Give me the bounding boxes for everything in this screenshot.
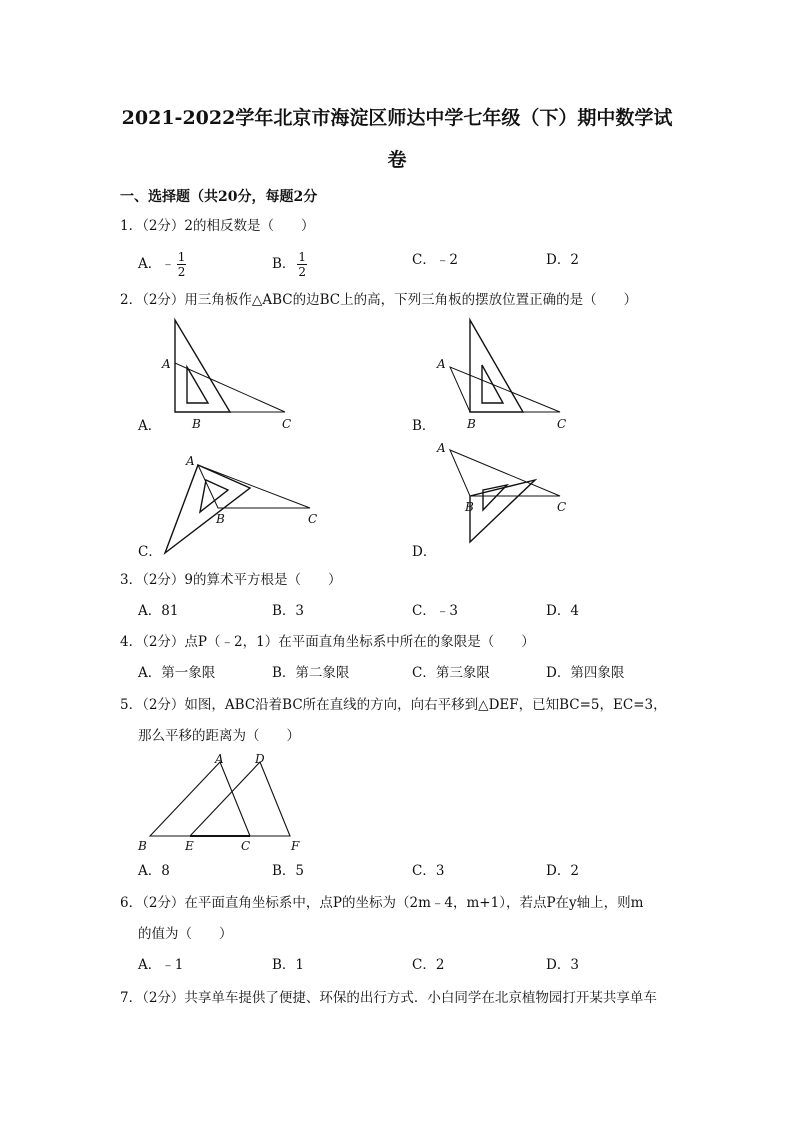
label-a: A: [215, 752, 224, 766]
section-heading: 一、选择题（共20分，每题2分: [120, 189, 318, 205]
label-b: B: [465, 500, 474, 514]
q1-option-b: B． $\frac{1}{2}$: [272, 250, 307, 279]
q1-option-c: C．﹣2: [412, 252, 458, 268]
label-b: B: [467, 417, 476, 431]
q2-option-c: C．: [138, 544, 162, 560]
q6-option-c: C．2: [412, 957, 445, 973]
question-number: 3．: [120, 572, 143, 588]
label-b: B: [138, 839, 147, 853]
q5-figure: [135, 752, 315, 852]
label-a: A: [162, 357, 171, 371]
question-text: （2分）9的算术平方根是（ ）: [142, 572, 342, 588]
set-square: [470, 320, 523, 412]
q3-option-a: A．81: [138, 603, 179, 619]
q2-figure-d: [425, 440, 605, 550]
q3-option-d: D．4: [546, 603, 579, 619]
q2-figure-c: [150, 450, 330, 560]
label-d: D: [255, 752, 265, 766]
question-1: [120, 216, 315, 236]
triangle-abc: [450, 450, 560, 496]
label-a: A: [437, 357, 446, 371]
label-c: C: [241, 839, 251, 853]
question-text: （2分）共享单车提供了便捷、环保的出行方式．小白同学在北京植物园打开某共享单车: [142, 990, 657, 1006]
q5-option-b: B．5: [272, 863, 305, 879]
q4-option-c: C．第三象限: [412, 665, 490, 681]
triangle-abc: [450, 367, 560, 412]
label-c: C: [308, 512, 318, 526]
q1-option-a: A．﹣ $\frac{1}{2}$: [138, 250, 186, 279]
label-c: C: [282, 417, 292, 431]
question-5-line2: 那么平移的距离为（ ）: [138, 728, 300, 744]
question-6-line2: 的值为（ ）: [138, 926, 233, 942]
set-square-inner: [483, 485, 507, 510]
question-4: [120, 632, 535, 652]
q2-option-d: D．: [412, 544, 437, 560]
q4-option-b: B．第二象限: [272, 665, 350, 681]
set-square-inner: [187, 367, 208, 403]
q4-option-d: D．第四象限: [546, 665, 625, 681]
question-7: [120, 988, 657, 1008]
label-a: A: [437, 441, 446, 455]
question-text: （2分）2的相反数是（ ）: [142, 218, 315, 234]
triangle-def: [190, 762, 290, 836]
triangle-abc: [198, 465, 310, 508]
q3-option-c: C．﹣3: [412, 603, 458, 619]
fraction: $\frac{1}{2}$: [177, 250, 186, 279]
set-square: [175, 320, 230, 412]
q3-option-b: B．3: [272, 603, 305, 619]
question-text: （2分）点P（﹣2，1）在平面直角坐标系中所在的象限是（ ）: [142, 634, 535, 650]
q6-option-b: B．1: [272, 957, 305, 973]
question-text: （2分）用三角板作△ABC的边BC上的高，下列三角板的摆放位置正确的是（ ）: [142, 292, 638, 308]
fraction: $\frac{1}{2}$: [298, 250, 307, 279]
label-a: A: [186, 454, 195, 468]
q2-option-a: A．: [138, 418, 162, 434]
q6-option-d: D．3: [546, 957, 579, 973]
question-6: [120, 893, 643, 913]
q2-option-b: B．: [412, 418, 436, 434]
question-text: （2分）在平面直角坐标系中，点P的坐标为（2m﹣4，m+1），若点P在y轴上，则m: [142, 895, 644, 911]
question-number: 5．: [120, 697, 143, 713]
set-square: [165, 465, 250, 553]
question-text: （2分）如图，ABC沿着BC所在直线的方向，向右平移到△DEF，已知BC=5，EC=3，: [142, 697, 667, 713]
exam-title-line1: 2021-2022学年北京市海淀区师达中学七年级（下）期中数学试: [121, 107, 673, 129]
triangle-abc: [175, 363, 285, 412]
q6-option-a: A．﹣1: [138, 957, 184, 973]
label-e: E: [185, 839, 194, 853]
question-3: [120, 570, 342, 590]
label-c: C: [557, 417, 567, 431]
q2-figure-a: [150, 315, 310, 435]
q5-option-a: A．8: [138, 863, 170, 879]
question-5: [120, 695, 667, 715]
q2-figure-b: [425, 315, 585, 435]
q5-option-c: C．3: [412, 863, 445, 879]
question-number: 6．: [120, 895, 143, 911]
label-f: F: [291, 839, 300, 853]
question-number: 2．: [120, 292, 143, 308]
question-2: [120, 290, 637, 310]
q5-option-d: D．2: [546, 863, 579, 879]
question-number: 1．: [120, 218, 143, 234]
label-b: B: [216, 512, 225, 526]
label-b: B: [192, 417, 201, 431]
question-number: 7．: [120, 990, 143, 1006]
question-number: 4．: [120, 634, 143, 650]
exam-title-line2: 卷: [387, 149, 407, 171]
label-c: C: [557, 500, 567, 514]
q4-option-a: A．第一象限: [138, 665, 216, 681]
q1-option-d: D．2: [546, 252, 579, 268]
